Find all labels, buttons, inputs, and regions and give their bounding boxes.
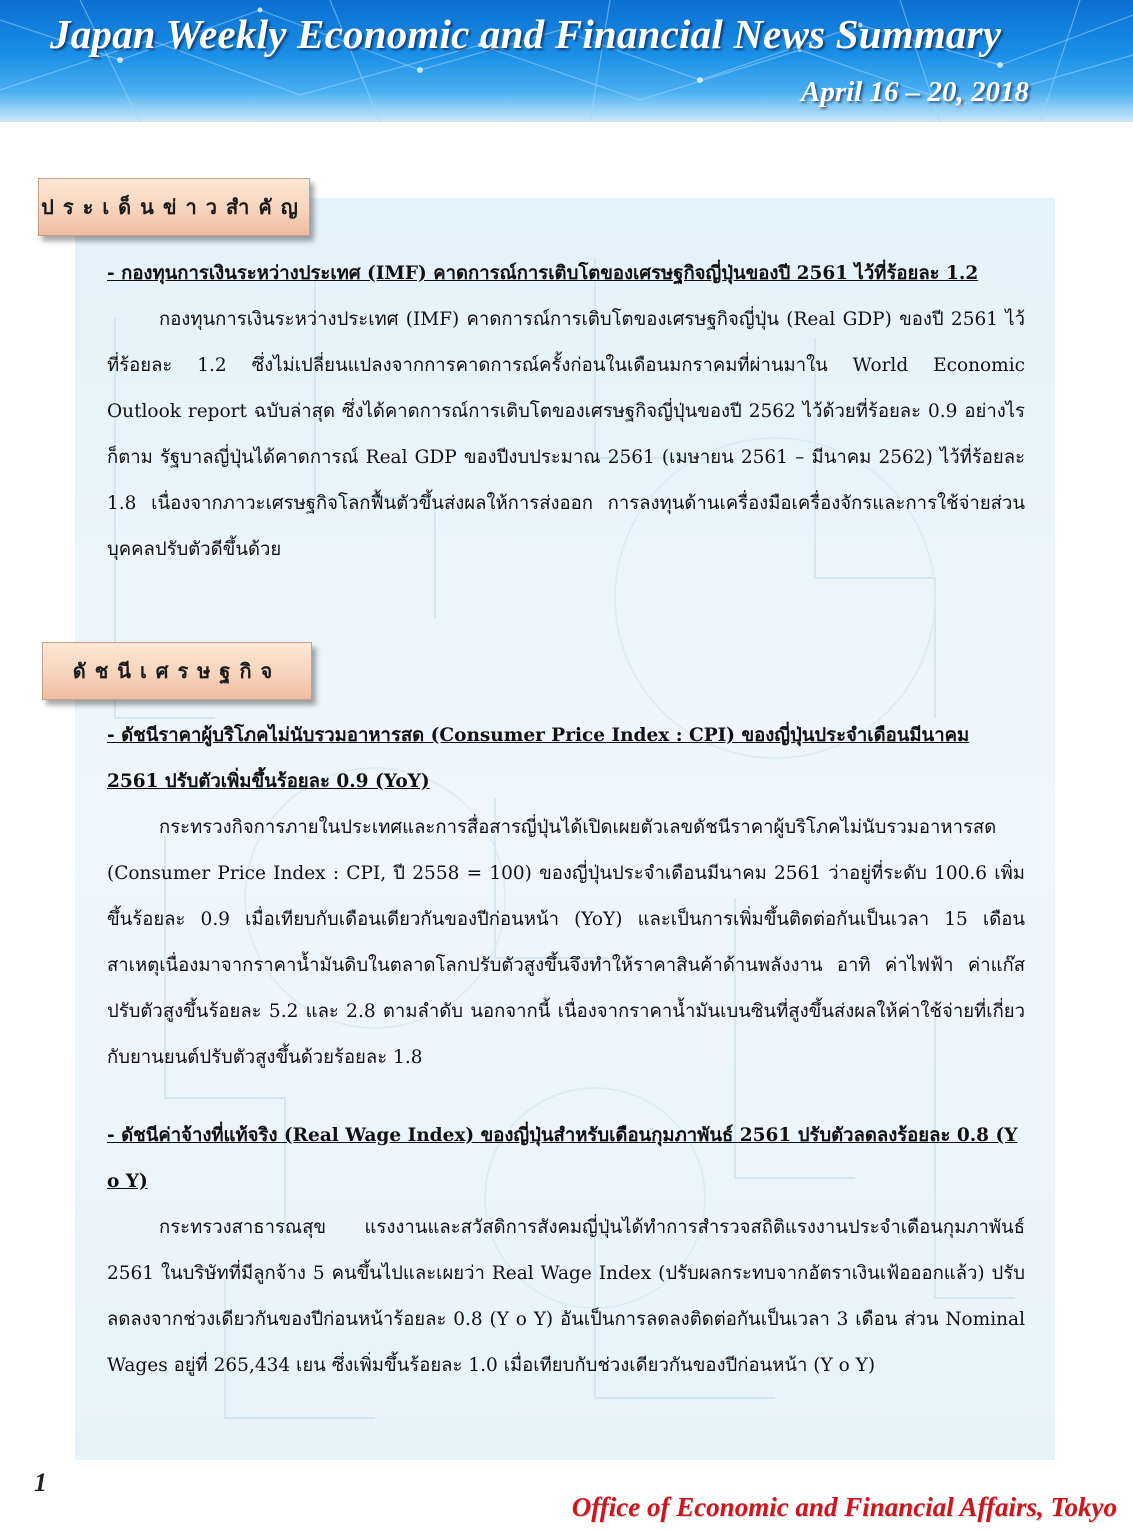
header-banner	[0, 0, 1133, 122]
article-headline: - กองทุนการเงินระหว่างประเทศ (IMF) คาดการณ์การเติบโตของเศรษฐกิจญี่ปุ่นของปี 2561 ไว้ที่ร้อยละ 1.2	[107, 263, 979, 284]
report-date: April 16 – 20, 2018	[801, 76, 1029, 108]
article-headline: - ดัชนีราคาผู้บริโภคไม่นับรวมอาหารสด (Consumer Price Index : CPI) ของญี่ปุ่นประจำเดือนมีนาคม 2561 ปรับตัวเพิ่มขึ้นร้อยละ 0.9 (YoY)	[107, 725, 970, 792]
article-imf-forecast	[107, 251, 1025, 573]
article-body: กระทรวงสาธารณสุข แรงงานและสวัสดิการสังคมญี่ปุ่นได้ทำการสำรวจสถิติแรงงานประจำเดือนกุมภาพันธ์ 2561 ในบริษัทที่มีลูกจ้าง 5 คนขึ้นไปและเผยว่า Real Wage Index (ปรับผลกระทบจากอัตราเงินเฟ้อออกแล้ว) ปรับลดลงจากช่วงเดียวกันของปีก่อนหน้าร้อยละ 0.8 (Y o Y) อันเป็นการลดลงติดต่อกันเป็นเวลา 3 เดือน ส่วน Nominal Wages อยู่ที่ 265,434 เยน ซึ่งเพิ่มขึ้นร้อยละ 1.0 เมื่อเทียบกับช่วงเดียวกันของปีก่อนหน้า (Y o Y)	[107, 1217, 1025, 1376]
report-title: Japan Weekly Economic and Financial News Summary	[50, 11, 1002, 57]
article-real-wage-index	[107, 1113, 1025, 1389]
section-tab-key-news: ประเด็นข่าวสำคัญ	[38, 178, 310, 236]
page-number: 1	[34, 1468, 47, 1497]
article-cpi	[107, 713, 1025, 1081]
footer-organization: Office of Economic and Financial Affairs, Tokyo	[571, 1492, 1117, 1522]
article-headline: - ดัชนีค่าจ้างที่แท้จริง (Real Wage Index) ของญี่ปุ่นสำหรับเดือนกุมภาพันธ์ 2561 ปรับตัวลดลงร้อยละ 0.8 (Y o Y)	[107, 1125, 1018, 1192]
article-body: กองทุนการเงินระหว่างประเทศ (IMF) คาดการณ์การเติบโตของเศรษฐกิจญี่ปุ่น (Real GDP) ของปี 2561 ไว้ที่ร้อยละ 1.2 ซึ่งไม่เปลี่ยนแปลงจากการคาดการณ์ครั้งก่อนในเดือนมกราคมที่ผ่านมาใน World Economic Outlook report ฉบับล่าสุด ซึ่งได้คาดการณ์การเติบโตของเศรษฐกิจญี่ปุ่นของปี 2562 ไว้ด้วยที่ร้อยละ 0.9 อย่างไรก็ตาม รัฐบาลญี่ปุ่นได้คาดการณ์ Real GDP ของปีงบประมาณ 2561 (เมษายน 2561 – มีนาคม 2562) ไว้ที่ร้อยละ 1.8 เนื่องจากภาวะเศรษฐกิจโลกฟื้นตัวขึ้นส่งผลให้การส่งออก การลงทุนด้านเครื่องมือเครื่องจักรและการใช้จ่ายส่วนบุคคลปรับตัวดีขึ้นด้วย	[107, 309, 1025, 560]
article-body: กระทรวงกิจการภายในประเทศและการสื่อสารญี่ปุ่นได้เปิดเผยตัวเลขดัชนีราคาผู้บริโภคไม่นับรวมอาหารสด (Consumer Price Index : CPI, ปี 2558 = 100) ของญี่ปุ่นประจำเดือนมีนาคม 2561 ว่าอยู่ที่ระดับ 100.6 เพิ่มขึ้นร้อยละ 0.9 เมื่อเทียบกับเดือนเดียวกันของปีก่อนหน้า (YoY) และเป็นการเพิ่มขึ้นติดต่อกันเป็นเวลา 15 เดือน สาเหตุเนื่องมาจากราคาน้ำมันดิบในตลาดโลกปรับตัวสูงขึ้นจึงทำให้ราคาสินค้าด้านพลังงาน อาทิ ค่าไฟฟ้า ค่าแก๊ส ปรับตัวสูงขึ้นร้อยละ 5.2 และ 2.8 ตามลำดับ นอกจากนี้ เนื่องจากราคาน้ำมันเบนซินที่สูงขึ้นส่งผลให้ค่าใช้จ่ายที่เกี่ยวกับยานยนต์ปรับตัวสูงขึ้นด้วยร้อยละ 1.8	[107, 817, 1025, 1068]
section-tab-economic-indicators: ดัชนีเศรษฐกิจ	[42, 642, 312, 700]
